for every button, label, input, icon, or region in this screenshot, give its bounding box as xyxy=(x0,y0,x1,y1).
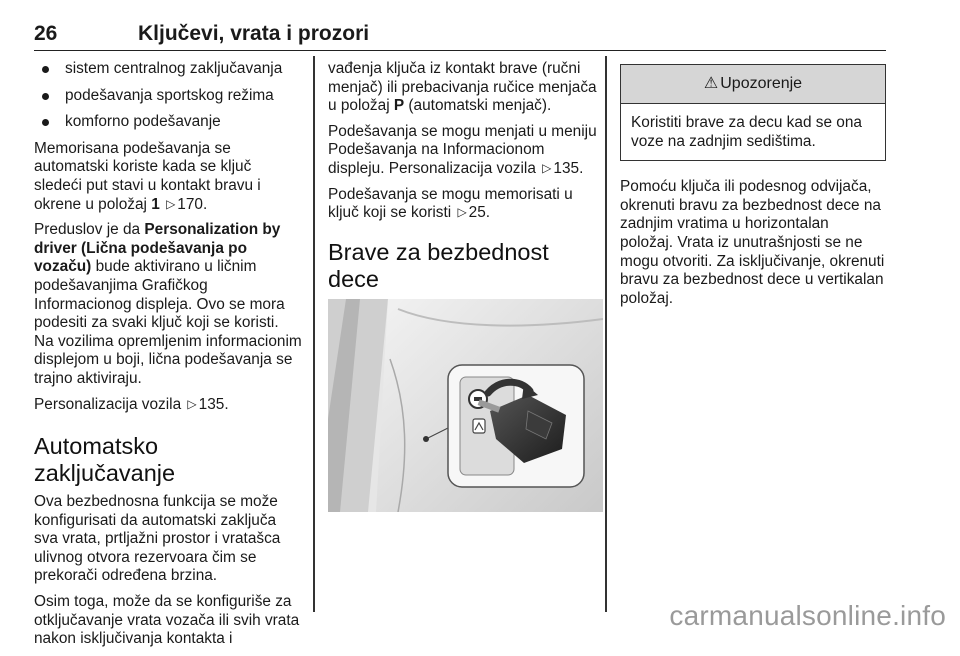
column-divider-1 xyxy=(313,56,315,612)
warning-text: Koristiti brave za decu kad se ona voze na zadnjim sedištima. xyxy=(631,114,862,150)
page-reference-icon: ▷ xyxy=(187,396,197,411)
list-item: sistem centralnog zaključavanja xyxy=(34,60,302,79)
door-lock-key-figure xyxy=(328,299,603,512)
paragraph-prerequisite: Preduslov je da Personalization by driver (Lična podešavanja po vozaču) bude aktivirano u ličnim podešavanjima Grafičkog Informacionog displeja. Ovo se mora podesiti za svaki ključ koji se koristi. Na vozilima opremljenim informacionim displejom u boji, lična podešavanja se trajno aktiviraju. xyxy=(34,221,302,387)
column-divider-2 xyxy=(605,56,607,612)
page-reference[interactable]: 135. xyxy=(553,159,584,177)
paragraph-auto-lock-continued: vađenja ključa iz kontakt brave (ručni menjač) ili prebacivanja ručice menjača u položaj P (automatski menjač). xyxy=(328,60,597,115)
feature-list xyxy=(34,60,302,132)
page-reference[interactable]: 25. xyxy=(468,204,491,222)
column-3 xyxy=(620,60,886,315)
paragraph-auto-lock-2: Osim toga, može da se konfiguriše za otključavanje vrata vozača ili svih vrata nakon isključivanja kontakta i xyxy=(34,593,300,648)
page-reference-icon: ▷ xyxy=(542,160,552,175)
page-number: 26 xyxy=(34,22,58,45)
warning-title: Upozorenje xyxy=(720,75,803,92)
list-item: komforno podešavanje xyxy=(34,113,302,132)
bullet-icon xyxy=(42,119,49,126)
paragraph-auto-lock-1: Ova bezbednosna funkcija se može konfigurisati da automatski zaključa sva vrata, prtljažni prostor i vratašca ulivnog otvora rezervoara čim se prekorači određena brzina. xyxy=(34,493,281,585)
section-heading-automatic-locking: Automatsko zaključavanje xyxy=(34,433,176,487)
bullet-icon xyxy=(42,66,49,73)
paragraph-vehicle-personalization: Personalizacija vozila ▷ 135. xyxy=(34,395,229,413)
bullet-icon xyxy=(42,93,49,100)
chapter-title: Ključevi, vrata i prozori xyxy=(138,22,370,45)
paragraph-settings-menu: Podešavanja se mogu menjati u meniju Podešavanja na Informacionom displeju. Personalizacija vozila ▷ 135. xyxy=(328,122,597,177)
paragraph-settings-memorize: Podešavanja se mogu memorisati u ključ koji se koristi ▷ 25. xyxy=(328,185,573,222)
page-reference[interactable]: 135. xyxy=(198,395,229,413)
paragraph-child-lock-instructions: Pomoću ključa ili podesnog odvijača, okrenuti bravu za bezbednost dece na zadnjim vratima u horizontalan položaj. Vrata iz unutrašnjosti se ne mogu otvoriti. Za isključivanje, okrenuti bravu za bezbednost dece u vertikalan položaj. xyxy=(620,178,885,307)
watermark: carmanualsonline.info xyxy=(669,600,946,631)
column-2 xyxy=(328,60,598,512)
section-heading-child-locks: Brave za bezbednost dece xyxy=(328,238,549,292)
column-1 xyxy=(34,60,302,656)
page-reference[interactable]: 170. xyxy=(177,195,208,213)
page-reference-icon: ▷ xyxy=(457,205,467,220)
page-reference-icon: ▷ xyxy=(166,196,176,211)
paragraph-memorized-settings: Memorisana podešavanja se automatski koriste kada se ključ sledeći put stavi u kontakt bravu i okrene u položaj 1 ▷ 170. xyxy=(34,139,261,213)
list-item: podešavanja sportskog režima xyxy=(34,87,302,106)
warning-triangle-icon: ⚠ xyxy=(703,75,719,92)
warning-box xyxy=(620,64,886,161)
warning-title-bar xyxy=(621,65,885,104)
page-header xyxy=(34,22,886,51)
child-lock-illustration xyxy=(328,299,603,512)
